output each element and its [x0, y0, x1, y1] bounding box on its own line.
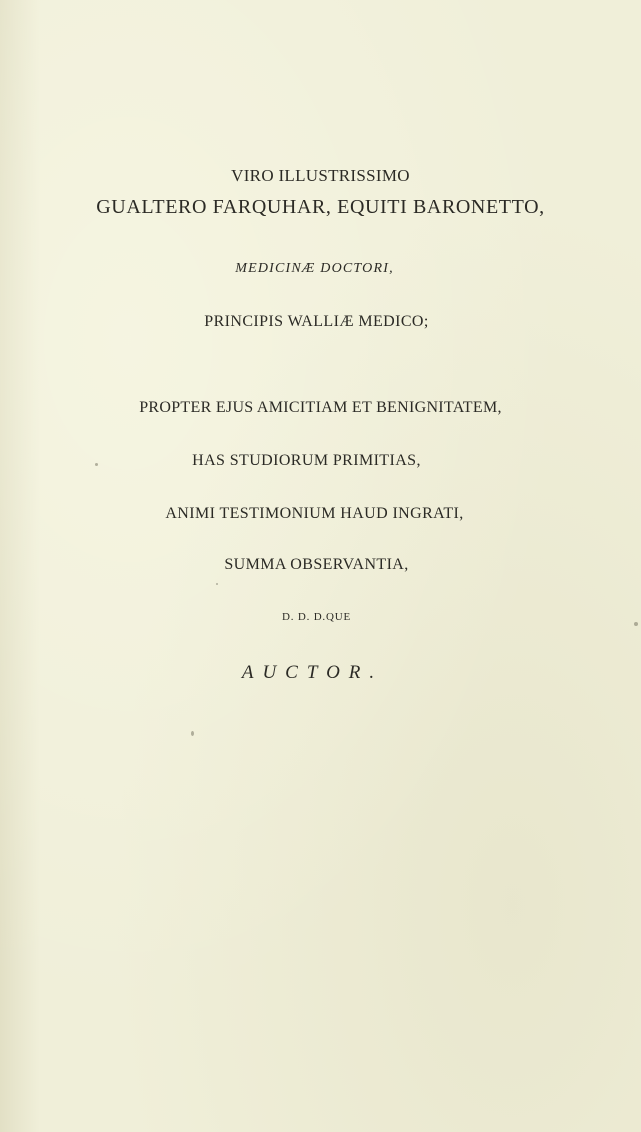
dedication-reason: PROPTER EJUS AMICITIAM ET BENIGNITATEM,: [139, 399, 502, 416]
dedicatee-name: GUALTERO FARQUHAR, EQUITI BARONETTO,: [96, 196, 545, 218]
dedicatee-office: PRINCIPIS WALLIÆ MEDICO;: [204, 313, 429, 330]
paper-speck: [95, 463, 98, 466]
dedication-formula: D. D. D.QUE: [282, 611, 351, 623]
paper-speck: [191, 731, 194, 736]
dedication-object: HAS STUDIORUM PRIMITIAS,: [192, 452, 421, 469]
dedication-testimony: ANIMI TESTIMONIUM HAUD INGRATI,: [165, 505, 464, 522]
paper-speck: [634, 622, 638, 626]
dedicatee-title: MEDICINÆ DOCTORI,: [235, 261, 394, 276]
author-signature: AUCTOR.: [241, 662, 384, 683]
paper-speck: [216, 583, 218, 585]
dedication-salutation: VIRO ILLUSTRISSIMO: [231, 166, 410, 185]
dedication-observance: SUMMA OBSERVANTIA,: [224, 556, 409, 573]
